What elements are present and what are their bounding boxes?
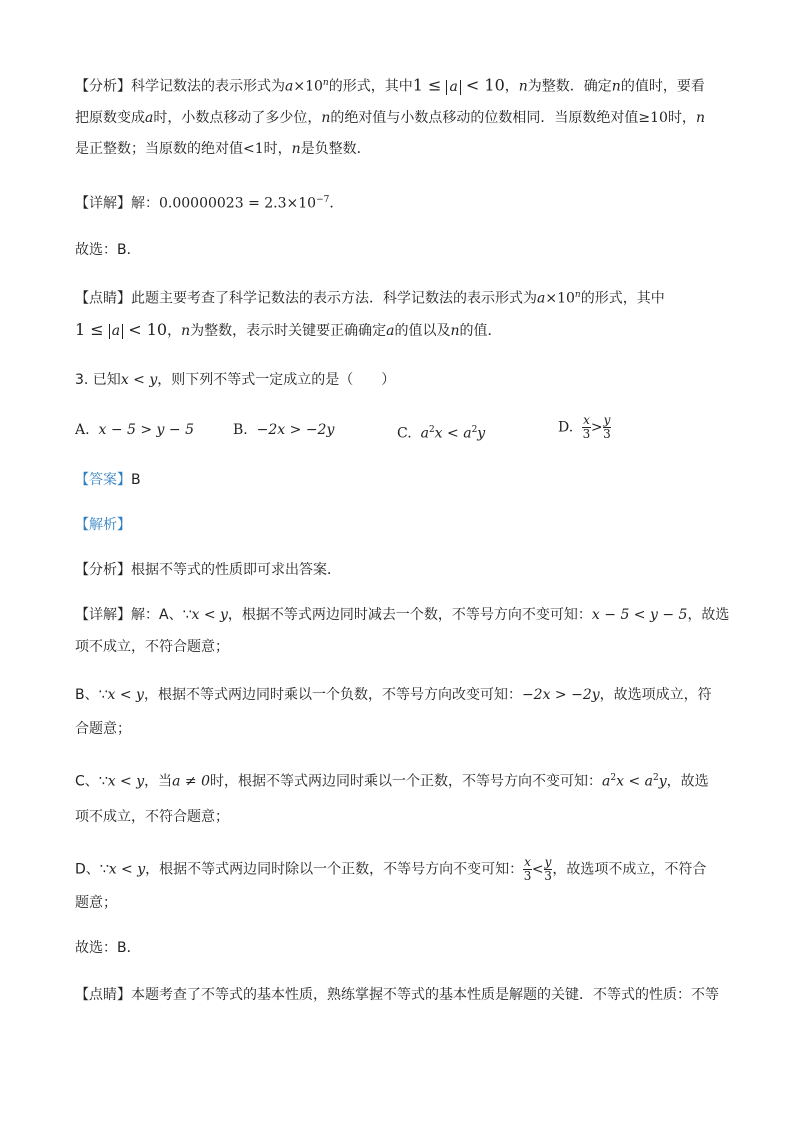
detail-b-line-2: 合题意； bbox=[75, 721, 131, 737]
analysis-line-3: 是正整数；当原数的绝对值<1时，n是负整数． bbox=[75, 141, 371, 157]
choose-line-2: 故选：B． bbox=[75, 940, 141, 956]
detail-line: 【详解】解：$0.00000023 = 2.3\times 10^{-7}$． bbox=[75, 195, 344, 212]
analysis-header: 【解析】 bbox=[75, 517, 131, 533]
fraction-x-over-3: $\frac{x}{3}$ bbox=[582, 413, 591, 441]
option-b: B. −2x > −2y bbox=[233, 422, 335, 438]
detail-d-line-1: D、∵x < y，根据不等式两边同时除以一个正数，不等号方向不变可知： $\frac{x}{3}$ < $\frac{y}{3}$ ，故选项不成立，不符合 bbox=[75, 855, 707, 883]
detail-d-line-2: 题意； bbox=[75, 895, 117, 911]
tip2-line: 【点睛】本题考查了不等式的基本性质，熟练掌握不等式的基本性质是解题的关键．不等式的性质：不等 bbox=[75, 987, 719, 1003]
tip-line-2: 1 ≤ a < 10，n为整数，表示时关键要正确确定a的值以及n的值． bbox=[75, 320, 502, 339]
fraction-y-over-3-detail: $\frac{y}{3}$ bbox=[544, 855, 552, 883]
analysis-line-1: 【分析】科学记数法的表示形式为$a\times 10^n$的形式，其中1 ≤ a < 10，n为整数．确定n的值时，要看 bbox=[75, 75, 705, 95]
question-3-stem: 3. 已知x < y，则下列不等式一定成立的是（ ） bbox=[75, 372, 396, 388]
tip-line-1: 【点睛】此题主要考查了科学记数法的表示方法．科学记数法的表示形式为$a\times 10^n$的形式，其中 bbox=[75, 290, 665, 307]
detail-c-line-1: C、∵x < y，当a ≠ 0时，根据不等式两边同时乘以一个正数，不等号方向不变可知：$a^2x < a^2y$，故选 bbox=[75, 773, 709, 790]
analysis2-line: 【分析】根据不等式的性质即可求出答案． bbox=[75, 562, 341, 578]
fraction-y-over-3: $\frac{y}{3}$ bbox=[603, 413, 611, 441]
detail-c-line-2: 项不成立，不符合题意； bbox=[75, 809, 229, 825]
detail-a-line-1: 【详解】解：A、∵x < y，根据不等式两边同时减去一个数，不等号方向不变可知：x − 5 < y − 5，故选 bbox=[75, 607, 730, 623]
detail-a-line-2: 项不成立，不符合题意； bbox=[75, 639, 229, 655]
detail-b-line-1: B、∵x < y，根据不等式两边同时乘以一个负数，不等号方向改变可知：−2x > −2y，故选项成立，符 bbox=[75, 687, 712, 703]
option-a: A. x − 5 > y − 5 bbox=[75, 422, 194, 438]
answer-line: 【答案】B bbox=[75, 472, 141, 488]
option-d: D. $\frac{x}{3}$ > $\frac{y}{3}$ bbox=[558, 413, 611, 441]
fraction-x-over-3-detail: $\frac{x}{3}$ bbox=[523, 855, 532, 883]
option-c: C. $a^2x < a^2y$ bbox=[397, 425, 486, 442]
analysis-line-2: 把原数变成a时，小数点移动了多少位，n的绝对值与小数点移动的位数相同．当原数绝对值≥10时，n bbox=[75, 110, 705, 126]
choose-line: 故选：B． bbox=[75, 242, 141, 258]
